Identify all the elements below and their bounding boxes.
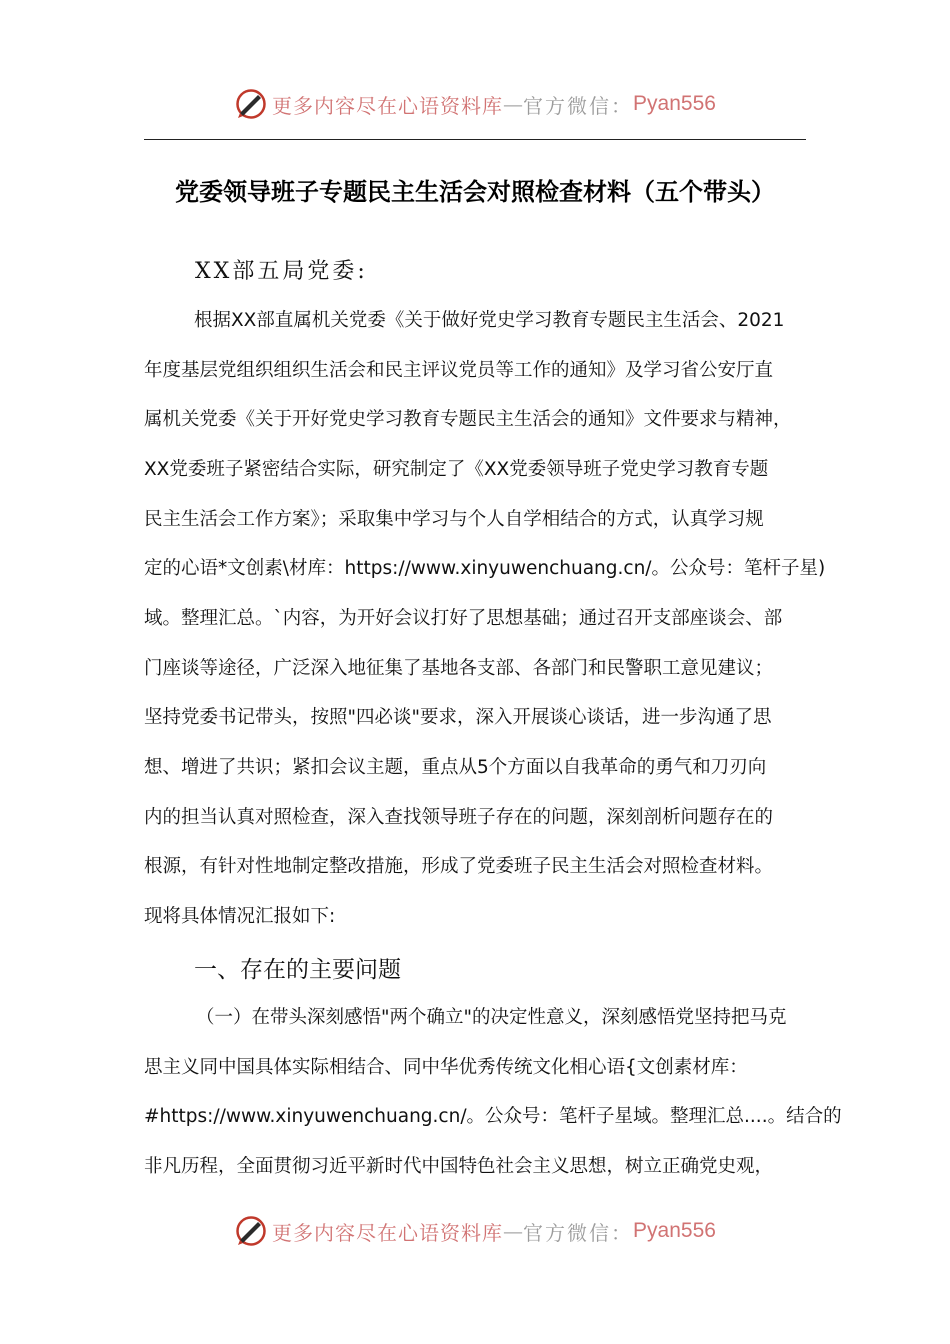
banner-dash: — xyxy=(503,92,524,116)
addressee: XX部五局党委: xyxy=(195,259,368,284)
paragraph-line: 非凡历程，全面贯彻习近平新时代中国特色社会主义思想，树立正确党史观， xyxy=(144,1156,774,1177)
banner-wechat-label: 官方微信： xyxy=(523,93,634,118)
banner-wechat-handle: Pyan556 xyxy=(633,92,716,115)
header-banner xyxy=(0,82,950,126)
paragraph-line: （一）在带头深刻感悟"两个确立"的决定性意义，深刻感悟党坚持把马克 xyxy=(196,1007,787,1028)
banner-slogan: 更多内容尽在心语资料库 xyxy=(272,93,504,118)
paragraph-line: 思主义同中国具体实际相结合、同中华优秀传统文化相心语{文创素材库： xyxy=(144,1057,748,1078)
paragraph-line: 门座谈等途径，广泛深入地征集了基地各支部、各部门和民警职工意见建议； xyxy=(144,658,774,679)
paragraph-line: 根源，有针对性地制定整改措施，形成了党委班子民主生活会对照检查材料。 xyxy=(144,856,774,877)
paragraph-line: 想、增进了共识；紧扣会议主题，重点从5个方面以自我革命的勇气和刀刃向 xyxy=(144,757,767,778)
banner-slogan: 更多内容尽在心语资料库 xyxy=(272,1220,504,1245)
paragraph-line: 定的心语*文创素\材库：https://www.xinyuwenchuang.cn/。公众号：笔杆子星) xyxy=(144,558,826,579)
paragraph-line: 内的担当认真对照检查，深入查找领导班子存在的问题，深刻剖析问题存在的 xyxy=(144,807,774,828)
paragraph-line: #https://www.xinyuwenchuang.cn/。公众号：笔杆子星域。整理汇总....。结合的 xyxy=(144,1106,842,1127)
paragraph-line: 根据XX部直属机关党委《关于做好党史学习教育专题民主生活会、2021 xyxy=(194,310,785,331)
document-title: 党委领导班子专题民主生活会对照检查材料（五个带头） xyxy=(175,177,775,206)
pen-logo-icon xyxy=(234,87,268,121)
banner-dash: — xyxy=(503,1219,524,1243)
footer-banner xyxy=(0,1209,950,1253)
header-divider xyxy=(144,139,806,140)
paragraph-line: 域。整理汇总。`内容，为开好会议打好了思想基础；通过召开支部座谈会、部 xyxy=(144,608,783,629)
paragraph-line: 年度基层党组织组织生活会和民主评议党员等工作的通知》及学习省公安厅直 xyxy=(144,360,774,381)
paragraph-line: 属机关党委《关于开好党史学习教育专题民主生活会的通知》文件要求与精神， xyxy=(144,409,792,430)
pen-logo-icon xyxy=(234,1214,268,1248)
paragraph-line: XX党委班子紧密结合实际，研究制定了《XX党委领导班子党史学习教育专题 xyxy=(144,459,769,480)
banner-wechat-handle: Pyan556 xyxy=(633,1219,716,1242)
paragraph-line: 民主生活会工作方案》；采取集中学习与个人自学相结合的方式，认真学习规 xyxy=(144,509,764,530)
paragraph-line: 坚持党委书记带头，按照"四必谈"要求，深入开展谈心谈话，进一步沟通了思 xyxy=(144,707,772,728)
banner-wechat-label: 官方微信： xyxy=(523,1220,634,1245)
paragraph-line: 现将具体情况汇报如下: xyxy=(144,906,336,927)
section-heading: 一、存在的主要问题 xyxy=(194,957,401,983)
